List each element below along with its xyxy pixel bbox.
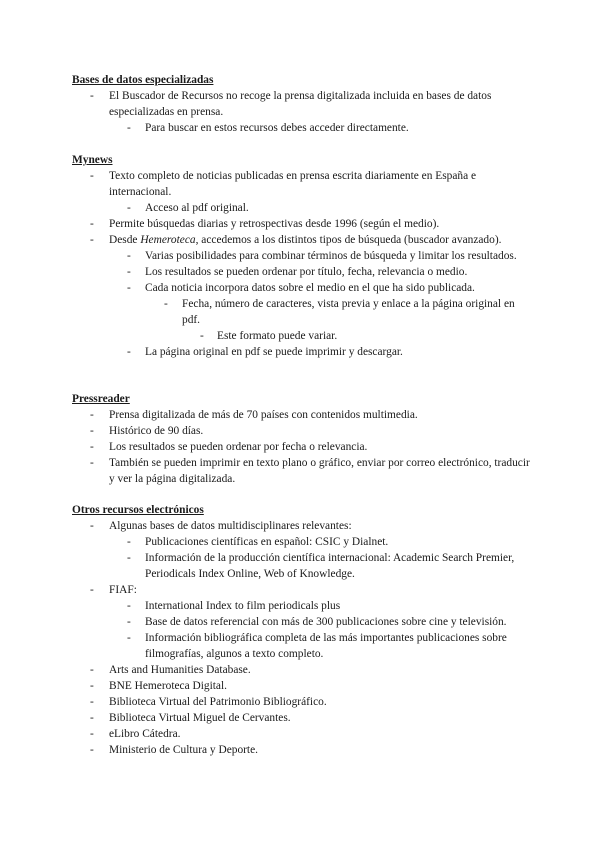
item-text: Algunas bases de datos multidisciplinares relevantes: <box>109 520 352 532</box>
bullet-dash: - <box>90 457 94 469</box>
list-item <box>72 710 532 726</box>
bullet-dash: - <box>90 680 94 692</box>
item-text: Histórico de 90 días. <box>109 425 204 437</box>
bullet-dash: - <box>164 298 168 310</box>
bullet-dash: - <box>90 409 94 421</box>
bullet-dash: - <box>90 234 94 246</box>
list-item <box>72 678 532 694</box>
list-item <box>72 296 532 328</box>
bullet-dash: - <box>127 202 131 214</box>
item-text: International Index to film periodicals plus <box>145 600 341 612</box>
bullet-dash: - <box>90 170 94 182</box>
item-text: Para buscar en estos recursos debes acceder directamente. <box>145 122 409 134</box>
item-text: Acceso al pdf original. <box>145 202 249 214</box>
bullet-dash: - <box>127 616 131 628</box>
item-text: La página original en pdf se puede imprimir y descargar. <box>145 346 403 358</box>
bullet-dash: - <box>90 584 94 596</box>
list-item <box>72 694 532 710</box>
section-heading: Mynews <box>72 154 113 166</box>
item-text: Prensa digitalizada de más de 70 países con contenidos multimedia. <box>109 409 418 421</box>
bullet-dash: - <box>90 425 94 437</box>
list-item <box>72 200 532 216</box>
section-pressreader <box>72 391 532 487</box>
bullet-dash: - <box>90 728 94 740</box>
item-text: Base de datos referencial con más de 300 publicaciones sobre cine y televisión. <box>145 616 507 628</box>
bullet-dash: - <box>127 600 131 612</box>
list-item <box>72 630 532 662</box>
section-otros-recursos <box>72 502 532 758</box>
list-item <box>72 439 532 455</box>
bullet-dash: - <box>90 696 94 708</box>
item-text-post: , accedemos a los distintos tipos de búsqueda (buscador avanzado). <box>195 234 502 246</box>
bullet-dash: - <box>90 744 94 756</box>
list-item <box>72 534 532 550</box>
item-text: Fecha, número de caracteres, vista previa y enlace a la página original en pdf. <box>182 298 515 326</box>
item-text: Los resultados se pueden ordenar por título, fecha, relevancia o medio. <box>145 266 468 278</box>
list-item <box>72 344 532 360</box>
bullet-dash: - <box>127 536 131 548</box>
list-item <box>72 614 532 630</box>
item-text: Biblioteca Virtual del Patrimonio Bibliográfico. <box>109 696 327 708</box>
list-item <box>72 455 532 487</box>
list-item <box>72 582 532 598</box>
item-text: Publicaciones científicas en español: CSIC y Dialnet. <box>145 536 389 548</box>
bullet-dash: - <box>90 520 94 532</box>
item-text: También se pueden imprimir en texto plano o gráfico, enviar por correo electrónico, traducir y ver la página digitalizada. <box>109 457 530 485</box>
section-heading: Bases de datos especializadas <box>72 74 214 86</box>
list-item <box>72 88 532 120</box>
list-item <box>72 423 532 439</box>
list-item <box>72 168 532 200</box>
section-heading: Otros recursos electrónicos <box>72 504 204 516</box>
item-text: Los resultados se pueden ordenar por fecha o relevancia. <box>109 441 368 453</box>
list-item <box>72 264 532 280</box>
item-text: Texto completo de noticias publicadas en prensa escrita diariamente en España e internacional. <box>109 170 477 198</box>
item-text: Información bibliográfica completa de las más importantes publicaciones sobre filmografías, algunos a texto completo. <box>145 632 507 660</box>
bullet-dash: - <box>90 218 94 230</box>
list-item <box>72 328 532 344</box>
bullet-dash: - <box>127 122 131 134</box>
bullet-dash: - <box>127 266 131 278</box>
list-item <box>72 598 532 614</box>
section-heading: Pressreader <box>72 393 130 405</box>
list-item <box>72 280 532 296</box>
bullet-dash: - <box>200 330 204 342</box>
item-text: Arts and Humanities Database. <box>109 664 251 676</box>
list-item <box>72 662 532 678</box>
hemeroteca-emphasis: Hemeroteca <box>140 234 196 246</box>
item-text: Información de la producción científica internacional: Academic Search Premier, Periodicals Index Online, Web of Knowledge. <box>145 552 515 580</box>
item-text: Varias posibilidades para combinar términos de búsqueda y limitar los resultados. <box>145 250 517 262</box>
item-text: Cada noticia incorpora datos sobre el medio en el que ha sido publicada. <box>145 282 475 294</box>
item-text: eLibro Cátedra. <box>109 728 181 740</box>
item-text: Ministerio de Cultura y Deporte. <box>109 744 258 756</box>
item-text <box>109 232 532 248</box>
list-item <box>72 407 532 423</box>
bullet-dash: - <box>127 552 131 564</box>
item-text: Biblioteca Virtual Miguel de Cervantes. <box>109 712 291 724</box>
bullet-dash: - <box>90 712 94 724</box>
list-item <box>72 120 532 136</box>
list-item <box>72 726 532 742</box>
bullet-dash: - <box>127 250 131 262</box>
bullet-dash: - <box>127 282 131 294</box>
bullet-dash: - <box>90 90 94 102</box>
item-text: El Buscador de Recursos no recoge la prensa digitalizada incluida en bases de datos especializadas en prensa. <box>109 90 492 118</box>
item-text-pre: Desde <box>109 234 141 246</box>
section-bases-de-datos <box>72 72 532 136</box>
bullet-dash: - <box>90 664 94 676</box>
list-item <box>72 232 532 248</box>
list-item <box>72 518 532 534</box>
list-item <box>72 742 532 758</box>
item-text: Permite búsquedas diarias y retrospectivas desde 1996 (según el medio). <box>109 218 440 230</box>
bullet-dash: - <box>127 632 131 644</box>
item-text: BNE Hemeroteca Digital. <box>109 680 227 692</box>
section-mynews <box>72 152 532 360</box>
list-item <box>72 216 532 232</box>
item-text: FIAF: <box>109 584 137 596</box>
bullet-dash: - <box>90 441 94 453</box>
bullet-dash: - <box>127 346 131 358</box>
list-item <box>72 550 532 582</box>
list-item <box>72 248 532 264</box>
item-text: Este formato puede variar. <box>217 330 338 342</box>
